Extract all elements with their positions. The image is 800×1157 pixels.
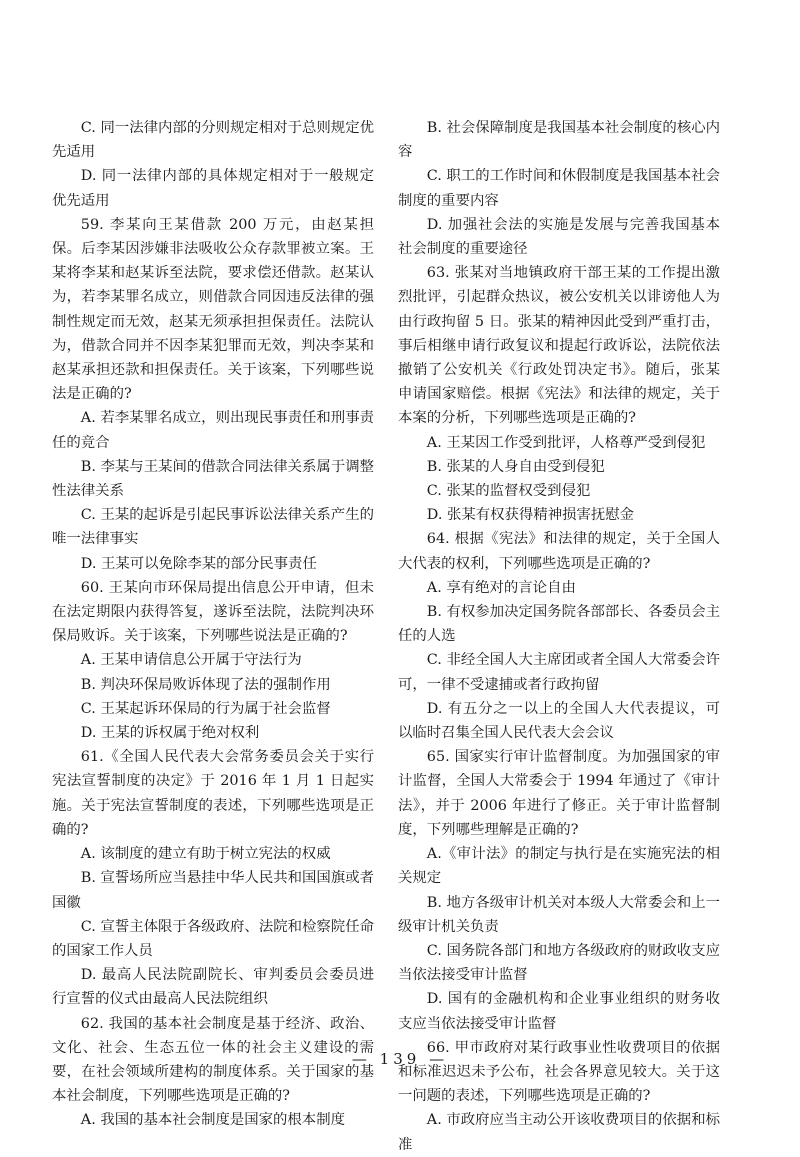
option-61d: D. 最高人民法院副院长、审判委员会委员进行宣誓的仪式由最高人民法院组织 xyxy=(52,967,374,1008)
option-65b: B. 地方各级审计机关对本级人大常委会和上一级审计机关负责 xyxy=(398,894,720,935)
option-61c: C. 宣誓主体限于各级政府、法院和检察院任命的国家工作人员 xyxy=(52,918,374,959)
option-60b: B. 判决环保局败诉体现了法的强制作用 xyxy=(80,676,331,693)
option-58d: D. 同一法律内部的具体规定相对于一般规定优先适用 xyxy=(52,168,374,209)
option-64c: C. 非经全国人大主席团或者全国人大常委会许可，一律不受逮捕或者行政拘留 xyxy=(398,652,720,693)
option-59c: C. 王某的起诉是引起民事诉讼法律关系产生的唯一法律事实 xyxy=(52,507,374,548)
option-63a: A. 王某因工作受到批评，人格尊严受到侵犯 xyxy=(426,434,706,451)
option-58c: C. 同一法律内部的分则规定相对于总则规定优先适用 xyxy=(52,120,374,161)
question-59: 59. 李某向王某借款 200 万元，由赵某担保。后李某因涉嫌非法吸收公众存款罪被立案。王某将李某和赵某诉至法院，要求偿还借款。赵某认为，若李某罪名成立，则借款合同因违反法律的强制性规定而无效，赵某无须承担担保责任。法院认为，借款合同并不因李某犯罪而无效，判决李某和赵某承担还款和担保责任。关于该案，下列哪些说法是正确的? xyxy=(52,216,374,403)
option-60a: A. 王某申请信息公开属于守法行为 xyxy=(80,652,302,669)
option-64d: D. 有五分之一以上的全国人大代表提议，可以临时召集全国人民代表大会会议 xyxy=(398,700,720,742)
option-61a: A. 该制度的建立有助于树立宪法的权威 xyxy=(80,846,331,863)
left-column xyxy=(52,116,374,1133)
option-60c: C. 王某起诉环保局的行为属于社会监督 xyxy=(80,700,331,717)
question-63: 63. 张某对当地镇政府干部王某的工作提出激烈批评，引起群众热议，被公安机关以诽谤他人为由行政拘留 5 日。张某的精神因此受到严重打击，事后相继申请行政复议和提起行政诉讼，法院依法撤销了公安机关《行政处罚决定书》。随后，张某申请国家赔偿。根据《宪法》和法律的规定，关于本案的分析，下列哪些选项是正确的? xyxy=(398,265,720,427)
question-62: 62. 我国的基本社会制度是基于经济、政治、文化、社会、生态五位一体的社会主义建设的需要，在社会领域所建构的制度体系。关于国家的基本社会制度，下列哪些选项是正确的? xyxy=(52,1015,374,1105)
page-number: — 139 — xyxy=(351,1050,449,1068)
option-63b: B. 张某的人身自由受到侵犯 xyxy=(426,458,605,475)
option-62a: A. 我国的基本社会制度是国家的根本制度 xyxy=(80,1112,345,1129)
option-63d: D. 张某有权获得精神损害抚慰金 xyxy=(426,507,635,524)
question-66: 66. 甲市政府对某行政事业性收费项目的依据和标准迟迟未予公布，社会各界意见较大。关于这一问题的表述，下列哪些选项是正确的? xyxy=(398,1039,720,1105)
right-column xyxy=(398,116,720,1157)
question-61: 61.《全国人民代表大会常务委员会关于实行宪法宣誓制度的决定》于 2016 年 1 月 1 日起实施。关于宪法宣誓制度的表述，下列哪些选项是正确的? xyxy=(52,749,374,838)
option-64b: B. 有权参加决定国务院各部部长、各委员会主任的人选 xyxy=(398,604,720,645)
option-65a: A.《审计法》的制定与执行是在实施宪法的相关规定 xyxy=(398,846,720,887)
option-61b: B. 宣誓场所应当悬挂中华人民共和国国旗或者国徽 xyxy=(52,870,374,911)
option-66a: A. 市政府应当主动公开该收费项目的依据和标准 xyxy=(398,1112,720,1153)
option-63c: C. 张某的监督权受到侵犯 xyxy=(426,483,591,500)
question-64: 64. 根据《宪法》和法律的规定，关于全国人大代表的权利，下列哪些选项是正确的? xyxy=(398,531,720,572)
option-59b: B. 李某与王某间的借款合同法律关系属于调整性法律关系 xyxy=(52,458,374,500)
option-59a: A. 若李某罪名成立，则出现民事责任和刑事责任的竞合 xyxy=(52,410,374,451)
option-65d: D. 国有的金融机构和企业事业组织的财务收支应当依法接受审计监督 xyxy=(398,991,720,1032)
option-62d: D. 加强社会法的实施是发展与完善我国基本社会制度的重要途径 xyxy=(398,216,720,258)
option-59d: D. 王某可以免除李某的部分民事责任 xyxy=(80,555,317,572)
option-62b: B. 社会保障制度是我国基本社会制度的核心内容 xyxy=(398,120,720,161)
question-65: 65. 国家实行审计监督制度。为加强国家的审计监督，全国人大常委会于 1994 年通过了《审计法》，并于 2006 年进行了修正。关于审计监督制度，下列哪些理解是正确的? xyxy=(398,749,720,838)
option-62c: C. 职工的工作时间和休假制度是我国基本社会制度的重要内容 xyxy=(398,168,720,209)
question-60: 60. 王某向市环保局提出信息公开申请，但未在法定期限内获得答复，遂诉至法院，法院判决环保局败诉。关于该案，下列哪些说法是正确的? xyxy=(52,579,374,645)
option-60d: D. 王某的诉权属于绝对权利 xyxy=(80,725,260,742)
option-65c: C. 国务院各部门和地方各级政府的财政收支应当依法接受审计监督 xyxy=(398,942,720,984)
option-64a: A. 享有绝对的言论自由 xyxy=(426,579,576,596)
